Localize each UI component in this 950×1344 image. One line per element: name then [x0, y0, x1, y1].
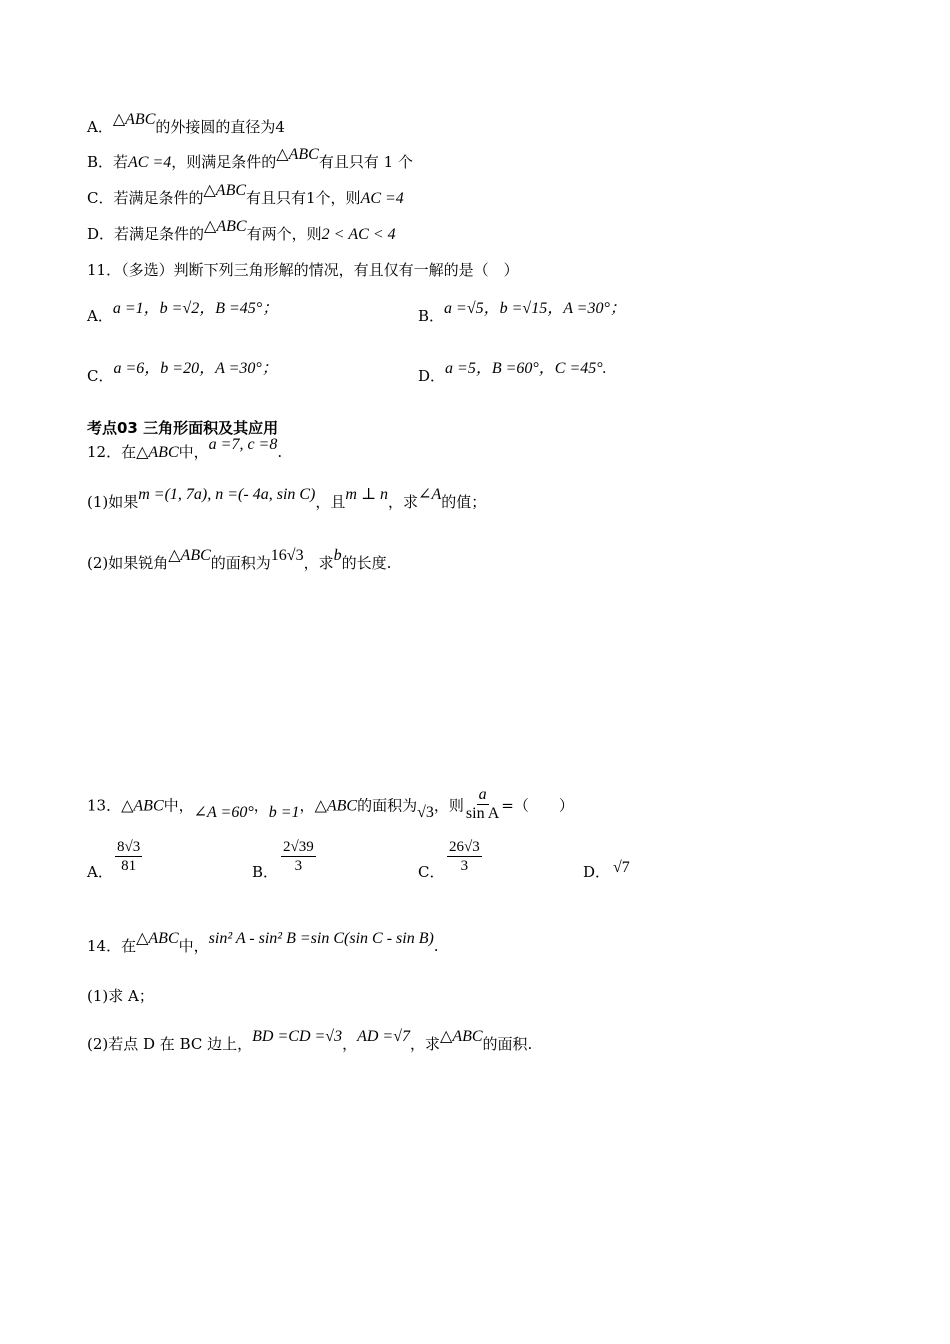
part-text: (1)如果: [87, 493, 139, 511]
math-expr: a =6，b =20，A =30°；: [113, 360, 278, 377]
option-label: C．: [418, 863, 445, 881]
option-text: 有且只有 1 个: [318, 153, 413, 171]
math-expr: a =7, c =8: [208, 436, 278, 453]
q12-part1: [87, 486, 487, 513]
part-text: ，且: [315, 493, 346, 511]
stem-text: .: [433, 937, 439, 955]
q11-option-d: [418, 360, 607, 387]
math-triangle: △ABC: [203, 182, 247, 199]
q10-option-c: [87, 182, 404, 209]
q12-part2: [87, 547, 392, 574]
option-label: D．若满足条件的: [87, 225, 205, 243]
part-text: ，求: [388, 493, 419, 511]
q11-option-a: [87, 300, 279, 327]
math-expr: 2 < AC < 4: [321, 226, 396, 243]
part-text: (2)如果锐角: [87, 554, 169, 572]
stem-text: =（ ）: [501, 796, 574, 815]
option-text: 有两个，则: [246, 225, 322, 243]
q13-option-a-fraction: [115, 838, 142, 875]
fraction-numerator: 2√39: [283, 839, 314, 855]
math-expr: ∠A: [418, 486, 442, 503]
part-text: ，求: [410, 1035, 441, 1053]
fraction-denominator: 81: [121, 858, 137, 874]
stem-text: 的面积为: [357, 796, 418, 815]
math-expr: m ⊥ n: [345, 486, 389, 503]
q10-option-d: [87, 218, 396, 245]
q14-part1: (1)求 A；: [87, 987, 154, 1005]
q13-stem: [87, 788, 574, 825]
option-label: D．: [583, 863, 611, 881]
part-text: ，: [342, 1035, 358, 1053]
math-expr: AC =4: [128, 154, 172, 171]
math-expr: AC =4: [360, 190, 404, 207]
fraction-denominator: 3: [294, 858, 303, 874]
fraction-a-over-sinA: [464, 786, 501, 823]
math-expr: b =1: [268, 803, 300, 821]
option-label: B．若: [87, 153, 129, 171]
option-text: ，则满足条件的: [171, 153, 277, 171]
fraction-numerator: 26√3: [449, 839, 480, 855]
option-label: A．: [87, 307, 113, 325]
part-text: 的长度.: [341, 554, 392, 572]
q13-options: [87, 838, 687, 882]
stem-text: ，则: [433, 796, 464, 815]
q10-option-a: [87, 111, 285, 138]
fraction-denominator: sin A: [465, 805, 500, 822]
q11-stem: 11．（多选）判断下列三角形解的情况，有且仅有一解的是（ ）: [87, 261, 519, 279]
math-triangle: △ABC: [440, 1028, 483, 1045]
math-triangle: △ABC: [136, 930, 179, 947]
math-expr: ∠A =60°: [193, 803, 254, 821]
math-expr: b: [333, 547, 342, 564]
option-label: A．: [87, 863, 113, 881]
math-expr: √3: [417, 803, 434, 821]
section-heading: 考点03 三角形面积及其应用: [87, 419, 279, 437]
math-expr: AD =√7: [357, 1028, 410, 1045]
option-label: C．: [87, 367, 114, 385]
part-text: 的面积.: [482, 1035, 533, 1053]
option-label: C．若满足条件的: [87, 189, 204, 207]
math-triangle: △ABC: [168, 547, 211, 564]
math-expr: a =1，b =√2，B =45°；: [112, 300, 279, 317]
q11-option-c: [87, 360, 278, 387]
q13-option-c-fraction: [447, 838, 482, 875]
option-text: 有且只有1个，则: [246, 189, 361, 207]
math-expr: m =(1, 7a), n =(- 4a, sin C): [138, 486, 316, 503]
stem-text: 中，: [178, 443, 209, 461]
math-triangle: △ABC: [204, 218, 247, 235]
math-expr: 16√3: [270, 547, 304, 564]
option-text: 的外接圆的直径为4: [155, 118, 285, 136]
stem-text: .: [277, 443, 283, 461]
stem-text: ，: [253, 796, 269, 815]
math-expr: sin² A - sin² B =sin C(sin C - sin B): [208, 930, 434, 947]
stem-text: 中，: [163, 796, 194, 815]
part-text: ，求: [303, 554, 334, 572]
math-expr: √7: [613, 859, 630, 876]
stem-text: 14．在: [87, 937, 137, 955]
math-expr: BD =CD =√3: [252, 1028, 343, 1045]
math-expr: a =5，B =60°，C =45°.: [445, 360, 607, 377]
math-triangle: △ABC: [112, 111, 156, 128]
q14-part2: [87, 1028, 533, 1055]
part-text: 的面积为: [210, 554, 271, 572]
fraction-numerator: a: [478, 786, 487, 803]
math-expr: a =√5，b =√15，A =30°；: [444, 300, 626, 317]
q10-option-b: [87, 146, 413, 173]
stem-text: 中，: [178, 937, 209, 955]
q14-stem: [87, 930, 439, 957]
option-label: A．: [87, 118, 113, 136]
option-label: B．: [418, 307, 445, 325]
q12-stem: [87, 436, 283, 463]
stem-text: ，: [299, 796, 315, 815]
math-triangle: △ABC: [136, 444, 179, 461]
q13-option-b-fraction: [281, 838, 316, 875]
part-text: 的值；: [441, 493, 487, 511]
q11-option-b: [418, 300, 626, 327]
math-triangle: △ABC: [121, 797, 164, 815]
option-label: B．: [252, 863, 279, 881]
math-triangle: △ABC: [314, 797, 358, 815]
fraction-denominator: 3: [460, 858, 469, 874]
option-label: D．: [418, 367, 446, 385]
part-text: (2)若点 D 在 BC 边上，: [87, 1035, 253, 1053]
fraction-numerator: 8√3: [117, 839, 141, 855]
math-triangle: △ABC: [276, 146, 319, 163]
question-number: 13．: [87, 796, 122, 815]
stem-text: 12．在: [87, 443, 137, 461]
